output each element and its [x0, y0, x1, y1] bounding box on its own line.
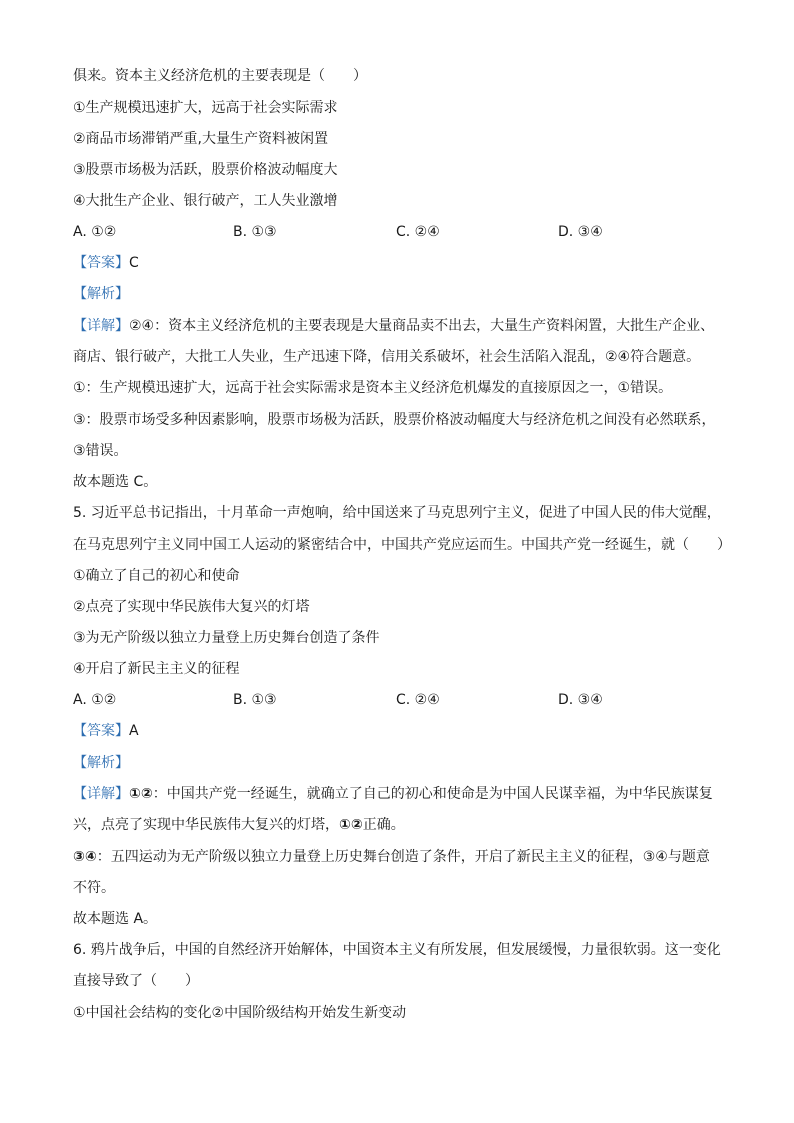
- q5-detail-text: ：中国共产党一经诞生，就确立了自己的初心和使命是为中国人民谋幸福，为中华民族谋复: [152, 786, 713, 802]
- q4-option-c: C. ②④: [396, 224, 440, 240]
- q5-item-4: ④开启了新民主主义的征程: [73, 661, 240, 677]
- q4-answer: [73, 253, 139, 273]
- q4-analysis: [73, 284, 129, 304]
- q5-detail-text: ：五四运动为无产阶级以独立力量登上历史舞台创造了条件，开启了新民主主义的征程，③④与题意: [96, 849, 710, 865]
- answer-tag: 【答案】: [73, 255, 129, 271]
- q5-option-d: D. ③④: [558, 692, 603, 708]
- q4-option-a: A. ①②: [73, 224, 117, 240]
- q5-detail-text: 兴，点亮了实现中华民族伟大复兴的灯塔，: [73, 817, 339, 833]
- q5-detail-line-3: [73, 847, 710, 867]
- q4-item-3: ③股票市场极为活跃，股票价格波动幅度大: [73, 162, 338, 178]
- q4-detail-line-2: 商店、银行破产，大批工人失业，生产迅速下降，信用关系破坏，社会生活陷入混乱，②④符合题意。: [73, 349, 701, 365]
- q6-stem-line-1: 6. 鸦片战争后，中国的自然经济开始解体，中国资本主义有所发展，但发展缓慢，力量很软弱。这一变化: [73, 942, 721, 958]
- detail-tag: 【详解】: [73, 318, 129, 334]
- q5-stem-line-1: 5. 习近平总书记指出，十月革命一声炮响，给中国送来了马克思列宁主义，促进了中国人民的伟大觉醒，: [73, 505, 721, 521]
- q5-detail-text-end: 正确。: [362, 817, 405, 833]
- q5-option-a: A. ①②: [73, 692, 117, 708]
- detail-mark: ③④: [73, 849, 97, 865]
- q6-stem-line-2: 直接导致了（ ）: [73, 973, 199, 989]
- q5-item-3: ③为无产阶级以独立力量登上历史舞台创造了条件: [73, 630, 380, 646]
- analysis-tag: 【解析】: [73, 755, 129, 771]
- q5-detail-line-4: 不符。: [73, 880, 115, 896]
- q5-answer: [73, 721, 139, 741]
- answer-tag: 【答案】: [73, 723, 129, 739]
- q4-detail-line-3: ①：生产规模迅速扩大，远高于社会实际需求是资本主义经济危机爆发的直接原因之一，①错误。: [73, 380, 673, 396]
- q5-item-1: ①确立了自己的初心和使命: [73, 568, 240, 584]
- q5-detail-line-1: [73, 784, 713, 804]
- q5-option-c: C. ②④: [396, 692, 440, 708]
- answer-value: A: [129, 723, 139, 739]
- q4-option-b: B. ①③: [233, 224, 277, 240]
- q4-item-4: ④大批生产企业、银行破产，工人失业激增: [73, 193, 338, 209]
- q4-detail-text: ②④：资本主义经济危机的主要表现是大量商品卖不出去，大量生产资料闲置，大批生产企业、: [129, 318, 715, 334]
- q4-stem: 俱来。资本主义经济危机的主要表现是（ ）: [73, 68, 367, 84]
- q4-detail-line-1: [73, 316, 714, 336]
- q5-stem-line-2: 在马克思列宁主义同中国工人运动的紧密结合中，中国共产党应运而生。中国共产党一经诞生，就（ ）: [73, 537, 731, 553]
- q4-conclusion: 故本题选 C。: [73, 474, 158, 490]
- detail-mark: ①②: [129, 786, 153, 802]
- q4-detail-line-4: ③：股票市场受多种因素影响，股票市场极为活跃，股票价格波动幅度大与经济危机之间没有必然联系，: [73, 412, 716, 428]
- q4-item-2: ②商品市场滞销严重,大量生产资料被闲置: [73, 131, 328, 147]
- q6-item-1: ①中国社会结构的变化②中国阶级结构开始发生新变动: [73, 1005, 407, 1021]
- q5-analysis: [73, 753, 129, 773]
- q4-option-d: D. ③④: [558, 224, 603, 240]
- detail-mark: ①②: [339, 817, 363, 833]
- q5-option-b: B. ①③: [233, 692, 277, 708]
- answer-value: C: [129, 255, 139, 271]
- analysis-tag: 【解析】: [73, 286, 129, 302]
- detail-tag: 【详解】: [73, 786, 129, 802]
- q5-conclusion: 故本题选 A。: [73, 911, 158, 927]
- q4-detail-line-5: ③错误。: [73, 443, 128, 459]
- q5-detail-line-2: [73, 815, 405, 835]
- q4-item-1: ①生产规模迅速扩大，远高于社会实际需求: [73, 100, 338, 116]
- q5-item-2: ②点亮了实现中华民族伟大复兴的灯塔: [73, 599, 310, 615]
